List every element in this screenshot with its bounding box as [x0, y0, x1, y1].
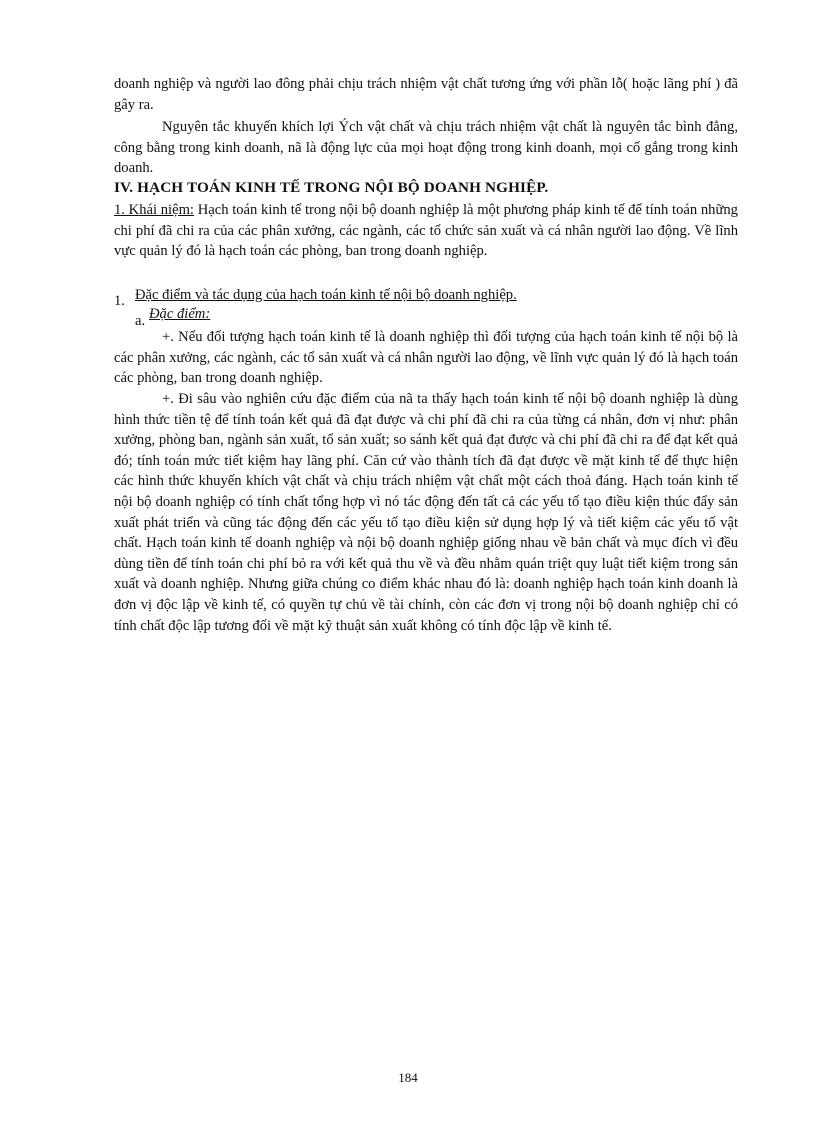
principle-paragraph: Nguyên tắc khuyến khích lợi Ých vật chất và chịu trách nhiệm vật chất là nguyên tắc bình đẳng, công bằng trong kinh doanh, nã là động lực của mọi hoạt động trong kinh doanh, mọi cố gắng trong kinh doanh. — [114, 119, 738, 177]
features-number: 1. — [114, 293, 125, 309]
features-title: Đặc điểm và tác dụng của hạch toán kinh tế nội bộ doanh nghiệp. — [135, 287, 517, 303]
concept-text: Hạch toán kinh tế trong nội bộ doanh nghiệp là một phương pháp kinh tế để tính toán những chi phí đã chi ra của các phân xưởng, các ngành, các tổ chức sản xuất và cá nhân người lao động. Về lĩnh vực quản lý đó là hạch toán các phòng, ban trong doanh nghiệp. — [114, 202, 738, 260]
concept-paragraph — [114, 200, 738, 262]
features-paragraph-2: +. Đi sâu vào nghiên cứu đặc điểm của nã ta thấy hạch toán kinh tế nội bộ doanh nghiệp là dùng hình thức tiền tệ để tính toán kết quả đã đạt được và chi phí đã chi ra của từng cá nhân, đơn vị như: phân xưởng, phòng ban, ngành sản xuất, tổ sản xuất; so sánh kết quả đạt được và chi phí đã chi ra để đạt kết quả đó; tính toán mức tiết kiệm hay lãng phí. Căn cứ vào thành tích đã đạt được về mặt kinh tế để thực hiện các hình thức khuyến khích vật chất và chịu trách nhiệm vật chất một cách thoả đáng. Hạch toán kinh tế nội bộ doanh nghiệp có tính chất tổng hợp vì nó tác động đến tất cả các yếu tố tạo điều kiện thúc đẩy sản xuất phát triển và cũng tác động đến các yếu tố tạo điều kiện sử dụng hợp lý và tiết kiệm các yếu tố vật chất. Hạch toán kinh tế doanh nghiệp và nội bộ doanh nghiệp giống nhau về bản chất và mục đích vì đều dùng tiền để tính toán chi phí bỏ ra với kết quả thu về và đều nhằm quán triệt quy luật tiết kiệm trong sản xuất và doanh nghiệp. Nhưng giữa chúng co điểm khác nhau đó là: doanh nghiệp hạch toán kinh doanh là đơn vị độc lập về kinh tế, có quyền tự chủ về tài chính, còn các đơn vị trong nội bộ doanh nghiệp chỉ có tính chất độc lập tương đối về mặt kỹ thuật sản xuất không có tính độc lập về kinh tế. — [114, 391, 738, 634]
concept-label: 1. Khái niệm: — [114, 202, 194, 218]
sub-label: Đặc điểm: — [149, 306, 211, 322]
page-number: 184 — [398, 1070, 418, 1085]
intro-paragraph: doanh nghiệp và người lao đông phải chịu trách nhiệm vật chất tương ứng với phần lỗ( hoặc lãng phí ) đã gây ra. — [114, 76, 738, 113]
features-paragraph-1: +. Nếu đối tượng hạch toán kinh tế là doanh nghiệp thì đối tượng của hạch toán kinh tế nội bộ là các phân xưởng, các ngành, các tổ sản xuất và cá nhân người lao động, về lĩnh vực quản lý đó là hạch toán các phòng, ban trong doanh nghiệp. — [114, 329, 738, 387]
sub-letter: a. — [135, 313, 146, 329]
section-heading: IV. HẠCH TOÁN KINH TẾ TRONG NỘI BỘ DOANH NGHIỆP. — [114, 179, 549, 196]
